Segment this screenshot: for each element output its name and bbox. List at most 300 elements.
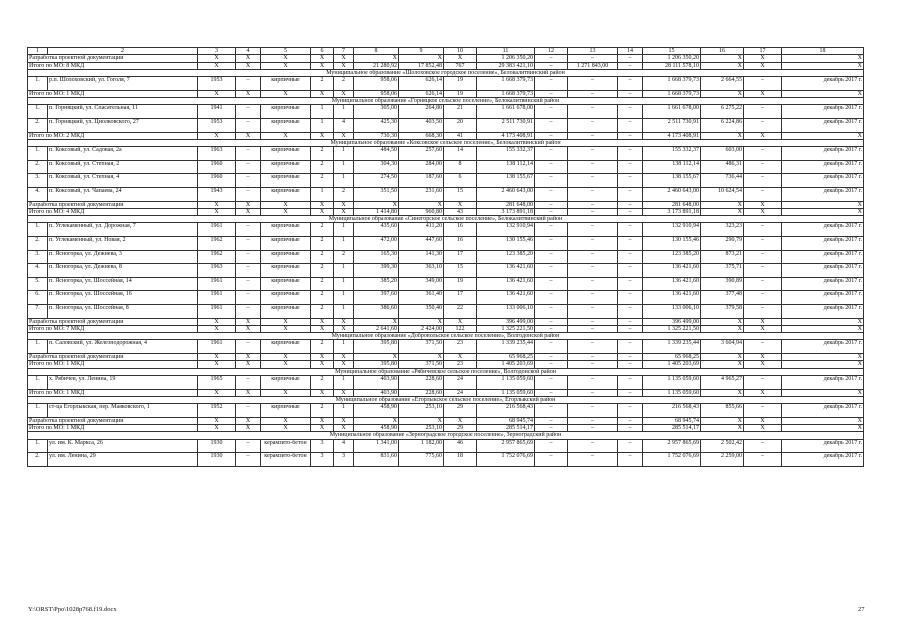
table-cell: 1961: [198, 223, 236, 237]
summary-cell: Х: [236, 201, 261, 208]
table-cell: декабрь 2017 г.: [782, 223, 864, 237]
table-cell: 1: [334, 174, 354, 188]
table-cell: 231,60: [399, 187, 444, 201]
table-cell: 377,48: [701, 291, 744, 305]
table-cell: 1 339 235,44: [477, 340, 535, 354]
table-cell: 4 965,27: [701, 375, 744, 389]
municipality-section-row: [28, 432, 864, 439]
table-cell: 24: [444, 375, 477, 389]
table-cell: кирпичные: [261, 340, 311, 354]
table-cell: 2: [311, 291, 334, 305]
summary-cell: Х: [311, 425, 334, 432]
summary-cell: 29: [444, 425, 477, 432]
table-cell: 2 511 730,91: [477, 118, 535, 132]
summary-cell: Х: [236, 361, 261, 368]
table-cell: 2: [311, 304, 334, 318]
table-cell: –: [535, 404, 568, 418]
table-cell: 2: [311, 223, 334, 237]
municipality-title: Муниципальное образование «Горняцкое сельское поселение», Белокалитвинский район: [28, 98, 864, 105]
summary-cell: Х: [701, 318, 744, 325]
table-cell: 130 155,46: [477, 237, 535, 251]
summary-row: [28, 62, 864, 69]
table-cell: 350,40: [399, 304, 444, 318]
table-cell: 136 421,60: [643, 264, 701, 278]
summary-cell: 122: [444, 325, 477, 332]
summary-cell: Х: [261, 62, 311, 69]
summary-cell: Х: [701, 417, 744, 424]
table-cell: 130 155,46: [643, 237, 701, 251]
summary-cell: Х: [744, 354, 782, 361]
building-address: п. Ясногорка, ул. Дежнева, 8: [48, 264, 198, 278]
municipality-title: Муниципальное образование «Рябичевское сельское поселение», Волгодонской район: [28, 368, 864, 375]
summary-row: [28, 208, 864, 215]
table-cell: 2: [311, 174, 334, 188]
table-cell: 435,60: [354, 223, 399, 237]
municipality-title: Муниципальное образование «Егорлыкское сельское поселение», Егорлыкский район: [28, 396, 864, 403]
summary-cell: 21 280,92: [354, 62, 399, 69]
table-cell: 1: [334, 404, 354, 418]
summary-cell: Х: [354, 201, 399, 208]
summary-cell: Х: [782, 354, 864, 361]
summary-cell: Х: [261, 361, 311, 368]
table-cell: 2: [311, 404, 334, 418]
summary-cell: 2 424,00: [399, 325, 444, 332]
summary-cell: 29 383 421,10: [477, 62, 535, 69]
building-address: п. Коксовый, ул. Степная, 2: [48, 160, 198, 174]
table-cell: 17: [444, 250, 477, 264]
table-cell: 136 421,60: [643, 291, 701, 305]
summary-cell: –: [568, 389, 618, 396]
table-cell: 4: [334, 118, 354, 132]
table-cell: –: [744, 291, 782, 305]
table-cell: –: [236, 453, 261, 467]
summary-cell: –: [535, 55, 568, 62]
summary-cell: Х: [334, 208, 354, 215]
table-cell: декабрь 2017 г.: [782, 160, 864, 174]
summary-cell: Х: [399, 417, 444, 424]
table-cell: 736,44: [701, 174, 744, 188]
summary-cell: Х: [354, 55, 399, 62]
summary-cell: –: [618, 389, 643, 396]
page-number: 27: [858, 606, 865, 613]
building-row: [28, 223, 864, 237]
summary-cell: Х: [354, 318, 399, 325]
column-number-cell: 14: [618, 48, 643, 55]
summary-cell: Х: [334, 132, 354, 139]
summary-label: Разработка проектной документации: [28, 417, 198, 424]
summary-cell: Х: [444, 55, 477, 62]
table-cell: –: [568, 187, 618, 201]
table-cell: –: [618, 453, 643, 467]
column-number-row: [28, 48, 864, 55]
table-cell: кирпичные: [261, 304, 311, 318]
building-address: п. Ясногорка, ул. Шоссейная, 8: [48, 304, 198, 318]
summary-cell: Х: [744, 389, 782, 396]
table-cell: 16: [444, 223, 477, 237]
building-row: [28, 160, 864, 174]
table-cell: 138 112,14: [643, 160, 701, 174]
table-cell: 1: [334, 340, 354, 354]
summary-cell: –: [535, 201, 568, 208]
summary-cell: 3 173 891,18: [643, 208, 701, 215]
table-cell: 15: [444, 264, 477, 278]
column-number-cell: 4: [236, 48, 261, 55]
table-cell: 361,40: [399, 291, 444, 305]
column-number-cell: 18: [782, 48, 864, 55]
table-cell: –: [568, 340, 618, 354]
table-cell: 228,60: [399, 375, 444, 389]
summary-row: [28, 361, 864, 368]
table-cell: 379,58: [701, 304, 744, 318]
table-cell: керамзито-бетон: [261, 439, 311, 453]
column-number-cell: 7: [334, 48, 354, 55]
table-cell: –: [568, 118, 618, 132]
table-cell: 2: [334, 77, 354, 91]
table-cell: –: [744, 160, 782, 174]
table-cell: –: [535, 187, 568, 201]
table-cell: –: [568, 105, 618, 119]
table-cell: 1 135 059,60: [477, 375, 535, 389]
summary-cell: Х: [311, 132, 334, 139]
summary-cell: Х: [444, 318, 477, 325]
table-cell: 8: [444, 160, 477, 174]
summary-cell: Х: [744, 90, 782, 97]
table-cell: 2: [334, 187, 354, 201]
table-cell: 136 421,60: [643, 277, 701, 291]
table-cell: декабрь 2017 г.: [782, 453, 864, 467]
table-cell: декабрь 2017 г.: [782, 277, 864, 291]
table-cell: 1961: [198, 340, 236, 354]
summary-cell: Х: [236, 90, 261, 97]
table-cell: –: [535, 340, 568, 354]
table-cell: 1 668 379,73: [643, 77, 701, 91]
summary-cell: 1 206 350,20: [477, 55, 535, 62]
summary-cell: Х: [198, 389, 236, 396]
table-cell: –: [618, 237, 643, 251]
table-cell: 19: [444, 77, 477, 91]
table-cell: –: [744, 250, 782, 264]
table-cell: 2.: [28, 237, 48, 251]
table-cell: –: [236, 375, 261, 389]
table-cell: –: [744, 237, 782, 251]
summary-cell: Х: [198, 132, 236, 139]
table-cell: кирпичные: [261, 147, 311, 161]
municipality-section-row: [28, 216, 864, 223]
summary-cell: Х: [261, 90, 311, 97]
table-cell: 397,60: [354, 291, 399, 305]
summary-cell: –: [535, 318, 568, 325]
table-cell: 1961: [198, 277, 236, 291]
building-row: [28, 404, 864, 418]
table-cell: –: [535, 160, 568, 174]
table-cell: –: [535, 439, 568, 453]
summary-cell: –: [618, 201, 643, 208]
table-cell: –: [618, 118, 643, 132]
table-cell: 138 155,67: [477, 174, 535, 188]
summary-cell: Х: [782, 361, 864, 368]
summary-cell: –: [535, 208, 568, 215]
column-number-cell: 13: [568, 48, 618, 55]
summary-cell: Х: [311, 417, 334, 424]
summary-cell: Х: [198, 62, 236, 69]
table-cell: 2: [311, 77, 334, 91]
table-cell: 16: [444, 237, 477, 251]
summary-cell: 1 325 221,50: [643, 325, 701, 332]
table-cell: –: [568, 147, 618, 161]
summary-cell: 626,14: [399, 90, 444, 97]
table-cell: декабрь 2017 г.: [782, 147, 864, 161]
table-cell: –: [535, 250, 568, 264]
table-cell: 264,80: [399, 105, 444, 119]
column-number-cell: 5: [261, 48, 311, 55]
summary-cell: 4 173 408,91: [477, 132, 535, 139]
table-cell: –: [236, 237, 261, 251]
table-cell: 1930: [198, 453, 236, 467]
summary-cell: 958,06: [354, 90, 399, 97]
summary-cell: Х: [782, 132, 864, 139]
column-number-cell: 3: [198, 48, 236, 55]
table-cell: кирпичные: [261, 277, 311, 291]
summary-cell: Х: [334, 90, 354, 97]
summary-cell: Х: [261, 325, 311, 332]
table-cell: 187,60: [399, 174, 444, 188]
table-cell: –: [568, 439, 618, 453]
table-cell: 6: [444, 174, 477, 188]
table-cell: 1: [311, 187, 334, 201]
summary-cell: Х: [198, 354, 236, 361]
table-cell: 1 661 678,00: [643, 105, 701, 119]
summary-cell: 1 414,80: [354, 208, 399, 215]
summary-cell: Х: [744, 132, 782, 139]
summary-cell: Х: [701, 361, 744, 368]
column-number-cell: 16: [701, 48, 744, 55]
table-cell: 15: [444, 187, 477, 201]
table-cell: 304,30: [354, 160, 399, 174]
summary-cell: –: [568, 90, 618, 97]
table-cell: кирпичные: [261, 160, 311, 174]
table-cell: –: [535, 304, 568, 318]
table-cell: –: [744, 77, 782, 91]
summary-cell: Х: [311, 62, 334, 69]
table-cell: 253,10: [399, 404, 444, 418]
building-address: п. Ясногорка, ул. Шоссейная, 16: [48, 291, 198, 305]
table-cell: 2: [311, 264, 334, 278]
table-cell: –: [618, 404, 643, 418]
summary-cell: Х: [744, 208, 782, 215]
table-cell: 855,66: [701, 404, 744, 418]
table-cell: 20: [444, 118, 477, 132]
table-cell: 1.: [28, 439, 48, 453]
summary-cell: Х: [198, 208, 236, 215]
table-cell: 1 182,00: [399, 439, 444, 453]
summary-cell: Х: [782, 62, 864, 69]
table-cell: 29: [444, 404, 477, 418]
table-cell: 349,00: [399, 277, 444, 291]
summary-cell: Х: [701, 62, 744, 69]
table-cell: 136 421,60: [477, 277, 535, 291]
summary-cell: –: [568, 55, 618, 62]
table-cell: декабрь 2017 г.: [782, 375, 864, 389]
table-cell: 141,30: [399, 250, 444, 264]
table-cell: кирпичные: [261, 187, 311, 201]
table-cell: кирпичные: [261, 404, 311, 418]
summary-cell: –: [568, 325, 618, 332]
summary-cell: Х: [334, 55, 354, 62]
table-cell: 2 502,42: [701, 439, 744, 453]
table-cell: –: [618, 304, 643, 318]
summary-cell: 1 206 350,20: [643, 55, 701, 62]
table-cell: 1 339 235,44: [643, 340, 701, 354]
table-cell: 1: [334, 160, 354, 174]
table-cell: 1 752 076,69: [643, 453, 701, 467]
summary-cell: 28 111 578,10: [643, 62, 701, 69]
summary-cell: –: [535, 62, 568, 69]
table-cell: 2.: [28, 160, 48, 174]
table-cell: 1953: [198, 118, 236, 132]
table-cell: –: [236, 77, 261, 91]
table-cell: декабрь 2017 г.: [782, 174, 864, 188]
summary-cell: Х: [261, 201, 311, 208]
table-cell: 6.: [28, 291, 48, 305]
table-cell: 873,21: [701, 250, 744, 264]
table-cell: 1.: [28, 223, 48, 237]
table-cell: 4.: [28, 187, 48, 201]
building-address: п. Ясногорка, ул. Дежнева, 3: [48, 250, 198, 264]
summary-cell: –: [535, 90, 568, 97]
table-cell: –: [535, 264, 568, 278]
table-cell: –: [744, 304, 782, 318]
column-number-cell: 1: [28, 48, 48, 55]
summary-cell: Х: [198, 361, 236, 368]
summary-cell: Х: [334, 389, 354, 396]
table-cell: 6 275,22: [701, 105, 744, 119]
summary-cell: –: [568, 208, 618, 215]
building-row: [28, 105, 864, 119]
building-address: ул. им. К. Маркса, 26: [48, 439, 198, 453]
table-cell: –: [568, 250, 618, 264]
building-row: [28, 147, 864, 161]
summary-cell: –: [535, 425, 568, 432]
table-cell: –: [744, 264, 782, 278]
table-cell: декабрь 2017 г.: [782, 105, 864, 119]
table-cell: –: [236, 147, 261, 161]
summary-cell: Х: [701, 425, 744, 432]
table-cell: –: [744, 340, 782, 354]
column-number-cell: 8: [354, 48, 399, 55]
summary-cell: Х: [782, 55, 864, 62]
summary-label: Итого по МО: 1 МКД: [28, 361, 198, 368]
building-row: [28, 304, 864, 318]
building-row: [28, 375, 864, 389]
table-cell: –: [568, 277, 618, 291]
table-cell: декабрь 2017 г.: [782, 187, 864, 201]
table-cell: 18: [444, 453, 477, 467]
table-cell: 2: [311, 277, 334, 291]
summary-cell: –: [618, 318, 643, 325]
summary-cell: 285 514,17: [643, 425, 701, 432]
summary-cell: 19: [444, 90, 477, 97]
table-cell: 2: [311, 237, 334, 251]
summary-cell: Х: [261, 417, 311, 424]
summary-cell: 396 499,00: [477, 318, 535, 325]
table-cell: –: [236, 174, 261, 188]
table-cell: 1: [311, 118, 334, 132]
summary-cell: Х: [198, 417, 236, 424]
table-cell: 2 511 730,91: [643, 118, 701, 132]
municipality-title: Муниципальное образование «Добровольское сельское поселение», Волгодонской район: [28, 333, 864, 340]
summary-cell: –: [568, 361, 618, 368]
table-cell: 1963: [198, 147, 236, 161]
summary-cell: Х: [311, 90, 334, 97]
table-cell: –: [236, 264, 261, 278]
table-cell: 46: [444, 439, 477, 453]
column-number-cell: 6: [311, 48, 334, 55]
summary-cell: –: [568, 425, 618, 432]
summary-cell: Х: [744, 325, 782, 332]
summary-cell: –: [618, 62, 643, 69]
summary-cell: Х: [744, 318, 782, 325]
table-cell: –: [535, 118, 568, 132]
table-cell: 363,10: [399, 264, 444, 278]
building-row: [28, 453, 864, 467]
summary-cell: Х: [334, 417, 354, 424]
table-cell: –: [236, 250, 261, 264]
table-cell: 472,00: [354, 237, 399, 251]
table-cell: –: [236, 105, 261, 119]
summary-label: Разработка проектной документации: [28, 55, 198, 62]
summary-cell: Х: [261, 55, 311, 62]
table-cell: –: [568, 174, 618, 188]
table-cell: 403,50: [399, 118, 444, 132]
summary-cell: Х: [782, 318, 864, 325]
table-cell: –: [618, 340, 643, 354]
table-cell: 165,30: [354, 250, 399, 264]
summary-cell: 4 173 408,91: [643, 132, 701, 139]
building-address: п. Ясногорка, ул. Шоссейная, 14: [48, 277, 198, 291]
summary-cell: 228,60: [399, 389, 444, 396]
summary-cell: 253,10: [399, 425, 444, 432]
table-cell: 411,20: [399, 223, 444, 237]
table-cell: 1 668 379,73: [477, 77, 535, 91]
table-cell: декабрь 2017 г.: [782, 340, 864, 354]
table-cell: 775,60: [399, 453, 444, 467]
column-number-cell: 10: [444, 48, 477, 55]
summary-cell: Х: [701, 132, 744, 139]
summary-cell: 1 325 221,50: [477, 325, 535, 332]
summary-cell: 65 968,25: [643, 354, 701, 361]
summary-cell: Х: [198, 90, 236, 97]
summary-cell: Х: [782, 201, 864, 208]
summary-cell: –: [618, 325, 643, 332]
summary-cell: Х: [311, 55, 334, 62]
table-cell: 958,06: [354, 77, 399, 91]
summary-cell: Х: [236, 354, 261, 361]
summary-cell: Х: [261, 132, 311, 139]
table-cell: 136 421,60: [477, 264, 535, 278]
summary-cell: –: [618, 90, 643, 97]
table-cell: 2.: [28, 453, 48, 467]
building-row: [28, 250, 864, 264]
summary-cell: Х: [261, 354, 311, 361]
table-cell: 484,50: [354, 147, 399, 161]
summary-cell: Х: [354, 354, 399, 361]
summary-label: Разработка проектной документации: [28, 318, 198, 325]
summary-cell: Х: [782, 389, 864, 396]
summary-cell: Х: [311, 389, 334, 396]
summary-cell: Х: [311, 208, 334, 215]
table-cell: 351,50: [354, 187, 399, 201]
summary-cell: 281 648,00: [477, 201, 535, 208]
